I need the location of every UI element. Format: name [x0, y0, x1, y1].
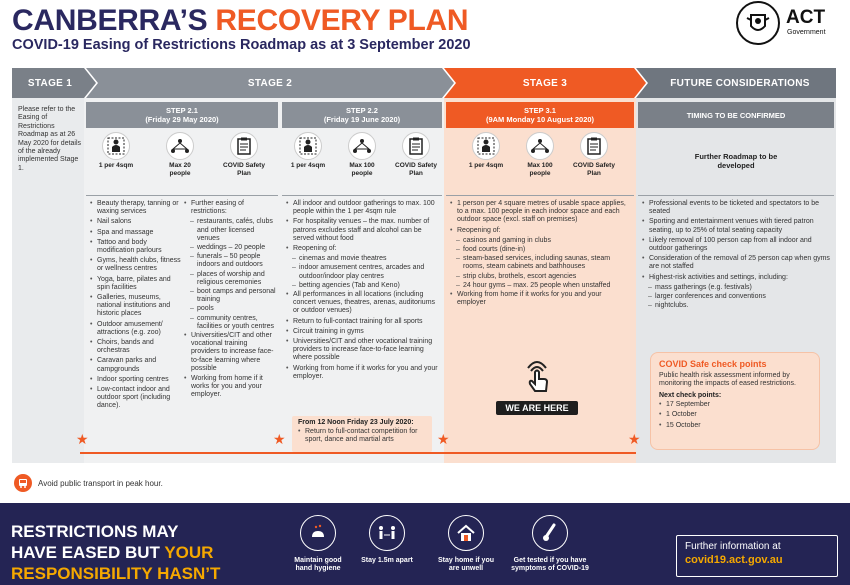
step-2-2-list: • All indoor and outdoor gatherings to max. 100 people within the 1 per 4sqm rule • For hospitality venues – the max. number of patrons excludes staff and alcohol can be served without food • Reopening of: – cinemas and movie theatres – indoor amusement centres, arcades and outdoor/indoor play centres – betting agencies (Tab and Keno) • All performances in all locations (including concert venues, theatres, arenas, auditoriums or outdoor venues) • Return to full-contact training for all sports • Circuit training in gyms • Universities/CIT and other vocational training providers to increase face-to-face learning where possible • Working from home if it works for you and your employer.: [286, 200, 440, 383]
step-2-1-header: STEP 2.1 (Friday 29 May 2020): [86, 102, 278, 128]
coat-of-arms-icon: [736, 1, 780, 45]
step-2-1-list: • Beauty therapy, tanning or waxing services • Nail salons • Spa and massage • Tattoo and body modification parlours • Gyms, health clubs, fitness or wellness centres • Yoga, barre, pilates and spin facilities • Galleries, museums, national institutions and historic places • Outdoor amusement/ attractions (e.g. zoo) • Choirs, bands and orchestras • Caravan parks and campgrounds • Indoor sporting centres • Low-contact indoor and outdoor sport (including dance).: [90, 200, 182, 413]
transport-note: Avoid public transport in peak hour.: [38, 479, 163, 488]
touch-hand-icon: [520, 358, 554, 394]
milestone-star-icon: ★: [437, 431, 450, 447]
step-3-1-list: • 1 person per 4 square metres of usable space applies, to a max. 100 people in each indoor space and each outdoor space (excl. staff on premises) • Reopening of: – casinos and gaming in clubs – food courts (dine-in) – steam-based services, including saunas, steam rooms, steam cabinets and bathhouses – strip clubs, brothels, escort agencies – 24 hour gyms – max. 25 people when unstaffed • Working from home if it works for you and your employer: [450, 200, 632, 309]
milestone-star-icon: ★: [628, 431, 641, 447]
stage-1-label: STAGE 1: [27, 77, 73, 89]
milestone-star-icon: ★: [76, 431, 89, 447]
divider: [86, 195, 278, 196]
group-icon: [526, 132, 554, 160]
step-3-1-header: STEP 3.1 (9AM Monday 10 August 2020): [446, 102, 634, 128]
stage-2-label: STAGE 2: [247, 77, 293, 89]
hand-wash-icon: [300, 515, 336, 551]
website-link[interactable]: covid19.act.gov.au: [685, 554, 783, 566]
thermometer-icon: [532, 515, 568, 551]
hand-hygiene-item: Maintain good hand hygiene: [286, 515, 350, 573]
group-icon: [348, 132, 376, 160]
step-2-2-header: STEP 2.2 (Friday 19 June 2020): [282, 102, 442, 128]
page-title: CANBERRA’S RECOVERY PLAN: [12, 4, 469, 37]
step-2-1-easing-list: • Further easing of restrictions: – restaurants, cafés, clubs and other licensed venues – weddings – 20 people – funerals – 50 people indoors and outdoors – places of worship and religious ceremonies – boot camps and personal training – pools – community centres, facilities or youth centres • Universities/CIT and other vocational training providers to increase face-to-face learning where possible • Working from home if it works for you and your employer.: [184, 200, 278, 402]
get-tested-item: Get tested if you have symptoms of COVID-19: [508, 515, 592, 573]
we-are-here-badge: WE ARE HERE: [496, 401, 578, 415]
timeline-line: [80, 452, 636, 454]
act-government-logo: ACT Government: [736, 1, 844, 45]
covid-safe-checkpoints-box: COVID Safe check points Public health risk assessment informed by monitoring the impacts of eased restrictions. Next check points: • 17 September • 1 October • 15 October: [650, 352, 820, 450]
future-label: FUTURE CONSIDERATIONS: [670, 77, 810, 89]
step-3-1-icons: 1 per 4sqm Max 100 people COVID Safety Plan: [446, 132, 634, 192]
safety-plan-icon: [230, 132, 258, 160]
stage-3-label: STAGE 3: [522, 77, 568, 89]
divider: [638, 195, 834, 196]
home-icon: [448, 515, 484, 551]
step-2-1-icons: 1 per 4sqm Max 20 people COVID Safety Plan: [86, 132, 278, 192]
milestone-star-icon: ★: [273, 431, 286, 447]
group-icon: [166, 132, 194, 160]
divider: [446, 195, 634, 196]
further-info-box: Further information at covid19.act.gov.au: [676, 535, 838, 577]
distance-icon: [369, 515, 405, 551]
step-2-2-icons: 1 per 4sqm Max 100 people COVID Safety Plan: [282, 132, 442, 192]
safety-plan-icon: [580, 132, 608, 160]
divider: [282, 195, 442, 196]
future-list: • Professional events to be ticketed and spectators to be seated • Sporting and entertainment venues with tiered patron seating, up to 25% of total seating capacity • Likely removal of 100 person cap from all indoor and outdoor gatherings • Consideration of the removal of 25 person cap when gyms are not staffed • Highest-risk activities and settings, including: – mass gatherings (e.g. festivals) – larger conferences and conventions – nightclubs.: [642, 200, 832, 311]
person-distance-icon: [102, 132, 130, 160]
full-contact-box: From 12 Noon Friday 23 July 2020: • Return to full-contact competition for sport, dance and martial arts: [292, 416, 432, 452]
stay-apart-item: Stay 1.5m apart: [355, 515, 419, 565]
person-distance-icon: [294, 132, 322, 160]
stage-1-note: Please refer to the Easing of Restrictions Roadmap as at 26 May 2020 for details of the already implemented Stage 1.: [18, 106, 82, 172]
person-distance-icon: [472, 132, 500, 160]
bus-icon: [14, 474, 32, 492]
safety-plan-icon: [402, 132, 430, 160]
footer-message: RESTRICTIONS MAY HAVE EASED BUT YOUR RESPONSIBILITY HASN’T: [11, 522, 221, 583]
future-timing-header: TIMING TO BE CONFIRMED: [638, 102, 834, 128]
future-roadmap-text: Further Roadmap to be developed: [694, 152, 778, 170]
page-subtitle: COVID-19 Easing of Restrictions Roadmap as at 3 September 2020: [12, 37, 471, 53]
stay-home-item: Stay home if you are unwell: [434, 515, 498, 573]
